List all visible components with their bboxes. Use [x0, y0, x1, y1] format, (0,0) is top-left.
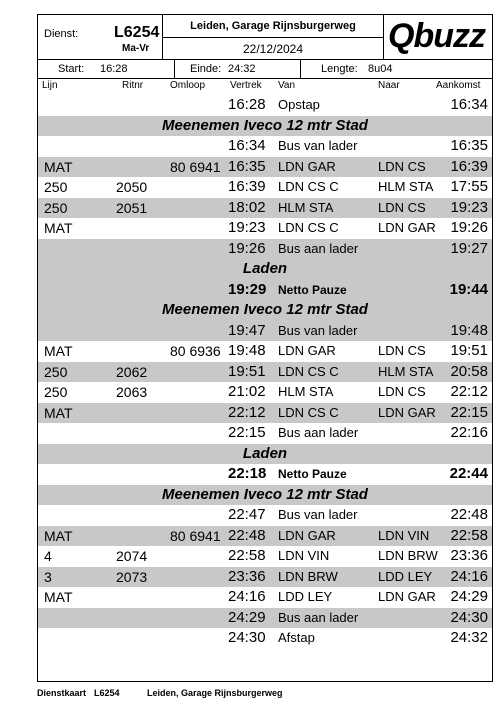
section-header: Laden: [38, 259, 492, 280]
cell-aankomst: 20:58: [450, 362, 488, 380]
cell-lijn: 250: [44, 179, 68, 195]
service-date: 22/12/2024: [242, 42, 304, 56]
cell-van: Bus aan lader: [278, 425, 359, 440]
col-vertrek: Vertrek: [230, 80, 262, 91]
cell-aankomst: 24:30: [450, 608, 488, 626]
cell-vertrek: 21:02: [228, 383, 266, 400]
cell-lijn: 4: [44, 548, 52, 564]
cell-aankomst: 16:34: [450, 96, 488, 113]
table-row: [38, 136, 492, 157]
cell-vertrek: 22:18: [228, 465, 267, 482]
location-cell: [163, 15, 384, 59]
cell-ritnr: 2063: [116, 384, 148, 400]
cell-lijn: MAT: [44, 589, 73, 605]
cell-vertrek: 19:51: [228, 362, 266, 380]
cell-aankomst: 22:12: [450, 383, 488, 400]
divider: [300, 60, 301, 78]
einde-time: 24:32: [228, 63, 256, 75]
cell-lijn: MAT: [44, 220, 73, 236]
divider: [163, 37, 383, 38]
cell-aankomst: 19:27: [450, 239, 488, 257]
cell-vertrek: 22:15: [228, 424, 266, 441]
col-ritnr: Ritnr: [122, 80, 144, 91]
cell-van: LDN CS C: [278, 179, 339, 194]
cell-omloop: 80 6941: [170, 158, 221, 175]
cell-van: Bus aan lader: [278, 609, 359, 625]
cell-van: LDN VIN: [278, 548, 330, 563]
cell-vertrek: 22:12: [228, 403, 266, 421]
schedule-table: [38, 95, 492, 649]
cell-naar: LDN GAR: [378, 589, 436, 604]
cell-aankomst: 19:26: [450, 219, 488, 236]
cell-vertrek: 24:30: [228, 629, 266, 646]
table-row: [38, 587, 492, 608]
cell-ritnr: 2062: [116, 363, 148, 380]
table-row: [38, 239, 492, 260]
cell-aankomst: 16:35: [450, 137, 488, 154]
cell-van: Opstap: [278, 97, 320, 112]
cell-van: Netto Pauze: [278, 282, 347, 297]
col-lijn: Lijn: [42, 80, 58, 91]
table-row: [38, 218, 492, 239]
qbuzz-logo: Qbuzz: [388, 17, 485, 55]
col-naar: Naar: [378, 80, 400, 91]
table-row: [38, 505, 492, 526]
cell-naar: LDN GAR: [378, 220, 436, 235]
cell-aankomst: 22:58: [450, 526, 488, 544]
cell-van: Netto Pauze: [278, 467, 347, 481]
cell-omloop: 80 6941: [170, 527, 221, 544]
cell-vertrek: 19:26: [228, 239, 266, 257]
cell-van: LDN GAR: [278, 158, 336, 174]
cell-vertrek: 16:28: [228, 96, 266, 113]
cell-aankomst: 19:44: [449, 280, 488, 298]
cell-ritnr: 2074: [116, 548, 148, 564]
lengte-value: 8u04: [368, 63, 393, 75]
cell-van: LDN CS C: [278, 363, 339, 379]
table-row: [38, 423, 492, 444]
garage-location: Leiden, Garage Rijnsburgerweg: [190, 20, 356, 32]
cell-van: LDN GAR: [278, 527, 336, 543]
cell-vertrek: 24:16: [228, 588, 266, 605]
cell-lijn: 250: [44, 363, 68, 380]
cell-vertrek: 16:35: [228, 157, 266, 175]
cell-ritnr: 2051: [116, 199, 148, 216]
cell-vertrek: 22:47: [228, 506, 266, 523]
cell-aankomst: 24:32: [450, 629, 488, 646]
cell-naar: LDN GAR: [378, 404, 436, 420]
table-row: [38, 546, 492, 567]
cell-naar: LDN CS: [378, 158, 426, 174]
cell-aankomst: 17:55: [450, 178, 488, 195]
cell-vertrek: 22:58: [228, 547, 266, 564]
cell-naar: LDN CS: [378, 384, 426, 399]
section-header: Laden: [38, 444, 492, 465]
section-header: Meenemen Iveco 12 mtr Stad: [38, 300, 492, 321]
table-row: [38, 341, 492, 362]
footer-dienst: L6254: [94, 688, 120, 698]
cell-lijn: MAT: [44, 158, 73, 175]
header: [38, 15, 492, 60]
cell-van: LDN GAR: [278, 343, 336, 358]
cell-van: Bus van lader: [278, 322, 358, 338]
cell-ritnr: 2050: [116, 179, 148, 195]
table-row: [38, 526, 492, 547]
cell-aankomst: 22:15: [450, 403, 488, 421]
cell-omloop: 80 6936: [170, 343, 221, 359]
cell-vertrek: 16:39: [228, 178, 266, 195]
cell-van: Bus aan lader: [278, 240, 359, 256]
divider: [174, 60, 175, 78]
cell-van: LDN BRW: [278, 568, 338, 584]
cell-vertrek: 16:34: [228, 137, 266, 154]
pause-row: [38, 280, 492, 301]
col-omloop: Omloop: [170, 80, 206, 91]
cell-naar: HLM STA: [378, 179, 434, 194]
pause-row: [38, 464, 492, 485]
cell-van: Bus van lader: [278, 507, 358, 522]
cell-van: Bus van lader: [278, 138, 358, 153]
cell-lijn: 250: [44, 384, 68, 400]
table-row: [38, 362, 492, 383]
footer-label: Dienstkaart: [37, 688, 87, 698]
cell-van: Afstap: [278, 630, 315, 645]
section-header: Meenemen Iveco 12 mtr Stad: [38, 485, 492, 506]
table-row: [38, 382, 492, 403]
dienst-label: Dienst:: [44, 28, 79, 40]
cell-aankomst: 22:16: [450, 424, 488, 441]
cell-aankomst: 19:23: [450, 198, 488, 216]
table-row: [38, 157, 492, 178]
col-aankomst: Aankomst: [436, 80, 481, 91]
table-row: [38, 198, 492, 219]
table-row: [38, 608, 492, 629]
dienst-cell: [38, 15, 163, 59]
cell-lijn: MAT: [44, 527, 73, 544]
col-van: Van: [278, 80, 296, 91]
dienst-dagen: Ma-Vr: [122, 43, 150, 54]
cell-vertrek: 19:29: [228, 280, 267, 298]
info-bar: [38, 60, 492, 79]
cell-aankomst: 24:16: [450, 567, 488, 585]
cell-vertrek: 22:48: [228, 526, 266, 544]
footer-location: Leiden, Garage Rijnsburgerweg: [147, 688, 283, 698]
column-header: [38, 79, 492, 93]
cell-aankomst: 22:48: [450, 506, 488, 523]
cell-van: LDD LEY: [278, 589, 333, 604]
cell-van: LDN CS C: [278, 220, 339, 235]
cell-aankomst: 16:39: [450, 157, 488, 175]
table-row: [38, 403, 492, 424]
cell-naar: LDN CS: [378, 199, 426, 215]
table-row: [38, 177, 492, 198]
lengte-label: Lengte:: [321, 63, 358, 75]
cell-vertrek: 18:02: [228, 198, 266, 216]
section-header: Meenemen Iveco 12 mtr Stad: [38, 116, 492, 137]
cell-aankomst: 19:48: [450, 321, 488, 339]
cell-van: HLM STA: [278, 384, 334, 399]
cell-van: LDN CS C: [278, 404, 339, 420]
cell-ritnr: 2073: [116, 568, 148, 585]
cell-aankomst: 22:44: [449, 465, 488, 482]
cell-aankomst: 24:29: [450, 588, 488, 605]
cell-vertrek: 19:23: [228, 219, 266, 236]
cell-vertrek: 19:48: [228, 342, 266, 359]
cell-lijn: 250: [44, 199, 68, 216]
cell-aankomst: 23:36: [450, 547, 488, 564]
cell-van: HLM STA: [278, 199, 334, 215]
cell-naar: LDN VIN: [378, 527, 430, 543]
start-time: 16:28: [100, 63, 128, 75]
einde-label: Einde:: [190, 63, 222, 75]
dienst-nummer: L6254: [114, 24, 160, 41]
cell-naar: LDN CS: [378, 343, 426, 358]
table-row: [38, 95, 492, 116]
cell-naar: LDD LEY: [378, 568, 433, 584]
dienstkaart-sheet: [37, 14, 493, 682]
cell-naar: LDN BRW: [378, 548, 438, 563]
cell-vertrek: 24:29: [228, 608, 266, 626]
table-row: [38, 321, 492, 342]
cell-lijn: MAT: [44, 343, 73, 359]
cell-vertrek: 19:47: [228, 321, 266, 339]
table-row: [38, 567, 492, 588]
cell-lijn: MAT: [44, 404, 73, 421]
cell-lijn: 3: [44, 568, 52, 585]
start-label: Start:: [58, 63, 85, 75]
cell-vertrek: 23:36: [228, 567, 266, 585]
table-row: [38, 628, 492, 649]
cell-naar: HLM STA: [378, 363, 434, 379]
cell-aankomst: 19:51: [450, 342, 488, 359]
